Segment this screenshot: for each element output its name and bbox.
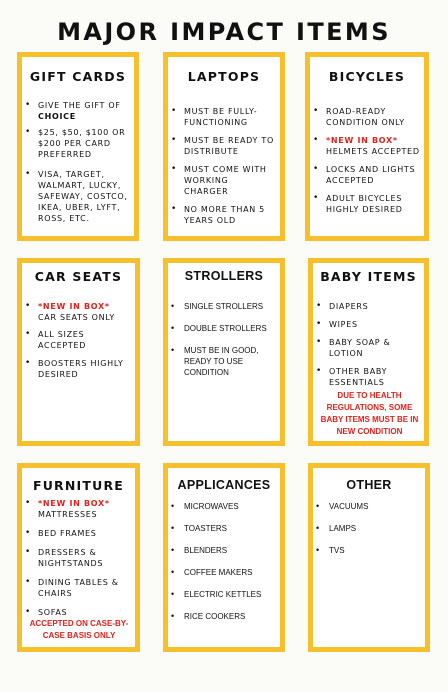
list-item: • NO MORE THAN 5 YEARS OLD <box>168 204 276 226</box>
list-item: • ALL SIZES ACCEPTED <box>22 329 131 351</box>
list-item: • DIAPERS <box>313 301 420 312</box>
baby-items-note: DUE TO HEALTH REGULATIONS, SOME BABY ITEMS MUST BE IN NEW CONDITION <box>320 391 419 436</box>
card-heading: APPLICANCES <box>177 478 271 492</box>
list-item: • MUST COME WITH WORKING CHARGER <box>168 164 276 197</box>
appliances-card <box>163 463 285 652</box>
list-item: • LOCKS AND LIGHTS ACCEPTED <box>310 164 420 186</box>
list-item: • COFFEE MAKERS <box>168 567 276 578</box>
card-heading: STROLLERS <box>184 269 264 283</box>
furniture-note: ACCEPTED ON CASE-BY-CASE BASIS ONLY <box>29 619 129 640</box>
list-item: • MUST BE READY TO DISTRIBUTE <box>168 135 276 157</box>
laptops-card <box>163 52 285 241</box>
list-item: • BOOSTERS HIGHLY DESIRED <box>22 358 131 380</box>
list-item: • $25, $50, $100 OR $200 PER CARD PREFERRED <box>22 127 130 160</box>
bicycles-card <box>305 52 429 241</box>
list-item: • DINING TABLES & CHAIRS <box>22 577 131 599</box>
list-item: • *NEW IN BOX* MATTRESSES <box>22 498 131 520</box>
list-item: • MICROWAVES <box>168 501 276 512</box>
card-heading: FURNITURE <box>32 478 125 493</box>
list-item: • SINGLE STROLLERS <box>168 301 276 312</box>
list-item: • MUST BE FULLY-FUNCTIONING <box>168 106 276 128</box>
list-item: • ELECTRIC KETTLES <box>168 589 276 600</box>
list-item: • VACUUMS <box>313 501 421 512</box>
furniture-card <box>17 463 140 652</box>
list-item: • ADULT BICYCLES HIGHLY DESIRED <box>310 193 420 215</box>
card-heading: LAPTOPS <box>187 69 261 84</box>
list-item: • OTHER BABY ESSENTIALS <box>313 366 420 388</box>
list-item: • WIPES <box>313 319 420 330</box>
strollers-card <box>163 258 285 446</box>
list-item: • MUST BE IN GOOD, READY TO USE CONDITION <box>168 345 276 378</box>
list-item: • TVS <box>313 545 421 556</box>
list-item: • TOASTERS <box>168 523 276 534</box>
baby-items-card <box>308 258 429 446</box>
list-item: • SOFAS <box>22 607 131 618</box>
list-item: • LAMPS <box>313 523 421 534</box>
list-item: • DOUBLE STROLLERS <box>168 323 276 334</box>
card-heading: BICYCLES <box>328 69 406 84</box>
card-heading: GIFT CARDS <box>29 69 127 84</box>
list-item: • DRESSERS & NIGHTSTANDS <box>22 547 131 569</box>
car-seats-card <box>17 258 140 446</box>
list-item: • *NEW IN BOX* CAR SEATS ONLY <box>22 301 131 323</box>
list-item: • BLENDERS <box>168 545 276 556</box>
other-card <box>308 463 430 652</box>
card-heading: CAR SEATS <box>34 269 123 284</box>
list-item: • VISA, TARGET, WALMART, LUCKY, SAFEWAY, COSTCO, IKEA, UBER, LYFT, ROSS, ETC. <box>22 169 130 224</box>
list-item: • BED FRAMES <box>22 528 131 539</box>
gift-cards-card <box>17 52 139 241</box>
list-item: • BABY SOAP & LOTION <box>313 337 420 359</box>
list-item: • ROAD-READY CONDITION ONLY <box>310 106 420 128</box>
list-item: • RICE COOKERS <box>168 611 276 622</box>
card-heading: BABY ITEMS <box>320 269 417 284</box>
list-item: • GIVE THE GIFT OF CHOICE <box>22 100 130 122</box>
page-title: MAJOR IMPACT ITEMS <box>57 18 391 46</box>
list-item: • *NEW IN BOX* HELMETS ACCEPTED <box>310 135 420 157</box>
card-heading: OTHER <box>346 478 392 492</box>
